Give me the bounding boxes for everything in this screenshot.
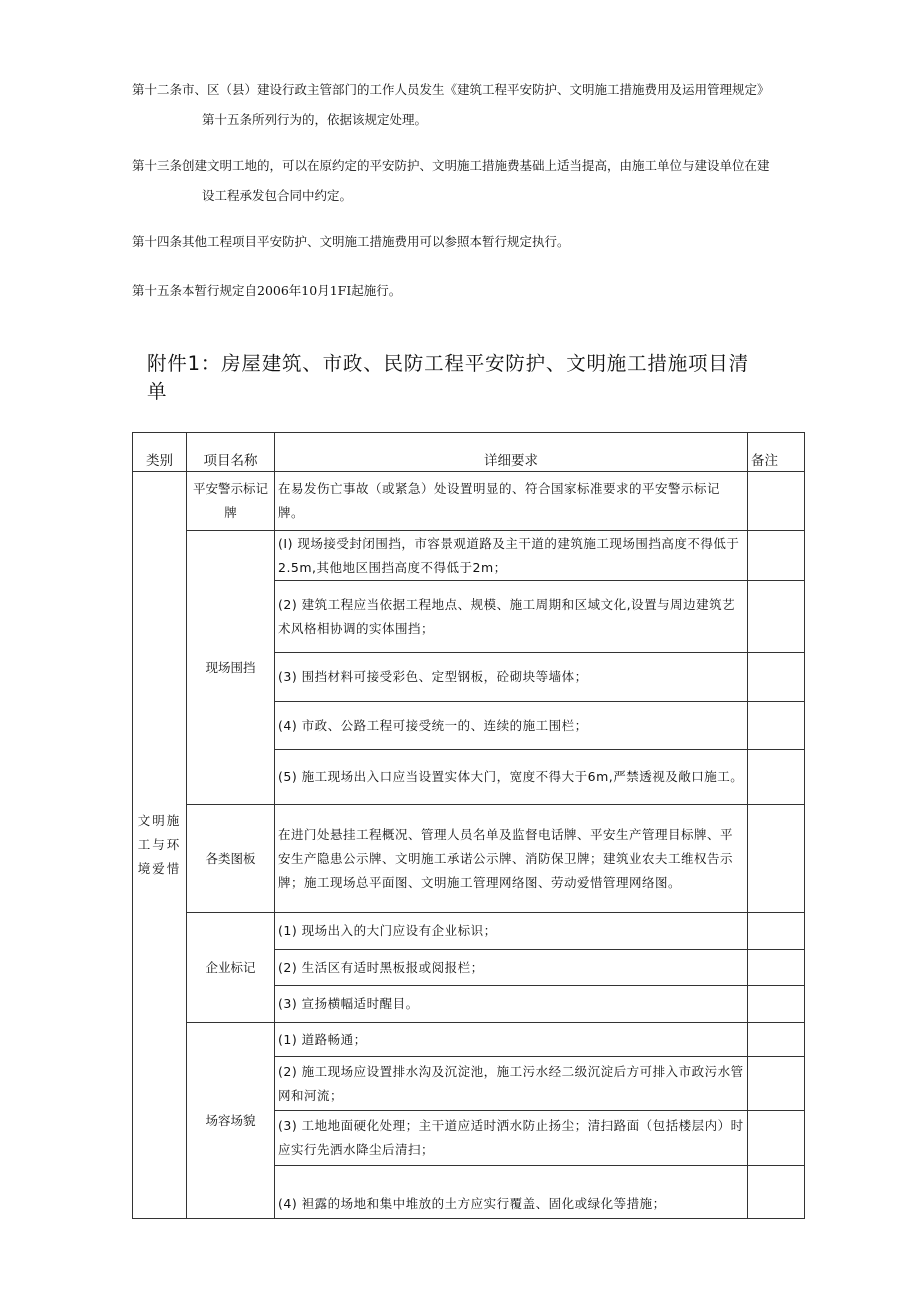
note-cell: [748, 950, 805, 986]
header-note: 备注: [748, 433, 805, 472]
note-cell: [748, 653, 805, 702]
item-site: 场容场貌: [187, 1023, 275, 1219]
req-site-1: (1) 道路畅通；: [275, 1023, 748, 1057]
note-cell: [748, 913, 805, 950]
note-cell: [748, 1023, 805, 1057]
appendix-title-line1: 附件1：房屋建筑、市政、民防工程平安防护、文明施工措施项目清: [147, 352, 749, 375]
note-cell: [748, 986, 805, 1023]
item-boards: 各类图板: [187, 805, 275, 913]
req-site-4: (4) 袒露的场地和集中堆放的土方应实行覆盖、固化或绿化等措施；: [275, 1166, 748, 1219]
measures-table: [132, 432, 805, 1219]
note-cell: [748, 1111, 805, 1166]
req-logo-1: (1) 现场出入的大门应设有企业标识；: [275, 913, 748, 950]
appendix-title-line2: 单: [147, 380, 168, 403]
header-requirement: 详细要求: [275, 433, 748, 472]
req-fence-5: (5) 施工现场出入口应当设置实体大门，宽度不得大于6m,严禁透视及敞口施工。: [275, 750, 748, 805]
req-site-2: (2) 施工现场应设置排水沟及沉淀池，施工污水经二级沉淀后方可排入市政污水管网和河流；: [275, 1057, 748, 1111]
paragraph-article-13: 第十三条创建文明工地的，可以在原约定的平安防护、文明施工措施费基础上适当提高，由施工单位与建设单位在建: [132, 158, 770, 173]
note-cell: [748, 750, 805, 805]
note-cell: [748, 472, 805, 531]
paragraph-article-12: 第十二条市、区（县）建设行政主管部门的工作人员发生《建筑工程平安防护、文明施工措施费用及运用管理规定》: [132, 82, 770, 97]
req-fence-2: (2) 建筑工程应当依据工程地点、规模、施工周期和区域文化,设置与周边建筑艺术风格相协调的实体围挡；: [275, 581, 748, 653]
req-logo-3: (3) 宣扬横幅适时醒目。: [275, 986, 748, 1023]
paragraph-article-15: 第十五条本暂行规定自2006年10月1FI起施行。: [132, 283, 402, 298]
item-fence: 现场围挡: [187, 531, 275, 805]
req-fence-1: (I) 现场接受封闭围挡，市容景观道路及主干道的建筑施工现场围挡高度不得低于2.5m,其他地区围挡高度不得低于2m；: [275, 531, 748, 581]
paragraph-article-14: 第十四条其他工程项目平安防护、文明施工措施费用可以参照本暂行规定执行。: [132, 234, 570, 249]
note-cell: [748, 1057, 805, 1111]
paragraph-article-12-cont: 第十五条所列行为的，依据该规定处理。: [202, 112, 428, 127]
req-logo-2: (2) 生活区有适时黑板报或阅报栏；: [275, 950, 748, 986]
header-item: 项目名称: [187, 433, 275, 472]
req-fence-3: (3) 围挡材料可接受彩色、定型钢板，砼砌块等墙体；: [275, 653, 748, 702]
req-boards: 在进门处悬挂工程概况、管理人员名单及监督电话牌、平安生产管理目标牌、平安生产隐患公示牌、文明施工承诺公示牌、消防保卫牌；建筑业农夫工维权告示牌；施工现场总平面图、文明施工管理网络图、劳动爱惜管理网络图。: [275, 805, 748, 913]
note-cell: [748, 531, 805, 581]
note-cell: [748, 581, 805, 653]
table-row: [133, 913, 805, 950]
req-fence-4: (4) 市政、公路工程可接受统一的、连续的施工围栏；: [275, 702, 748, 750]
item-logo: 企业标记: [187, 913, 275, 1023]
req-site-3: (3) 工地地面硬化处理；主干道应适时洒水防止扬尘；清扫路面（包括楼层内）时应实行先洒水降尘后清扫；: [275, 1111, 748, 1166]
req-sign: 在易发伤亡事故（或紧急）处设置明显的、符合国家标准要求的平安警示标记牌。: [275, 472, 748, 531]
table-row: [133, 531, 805, 581]
table-row: [133, 1023, 805, 1057]
header-category: 类别: [133, 433, 187, 472]
table-header-row: [133, 433, 805, 472]
note-cell: [748, 1166, 805, 1219]
table-row: [133, 472, 805, 531]
category-cell: 文明施工与环境爱惜: [133, 472, 187, 1219]
note-cell: [748, 805, 805, 913]
note-cell: [748, 702, 805, 750]
item-sign: 平安警示标记牌: [187, 472, 275, 531]
paragraph-article-13-cont: 设工程承发包合同中约定。: [202, 188, 353, 203]
table-row: [133, 805, 805, 913]
